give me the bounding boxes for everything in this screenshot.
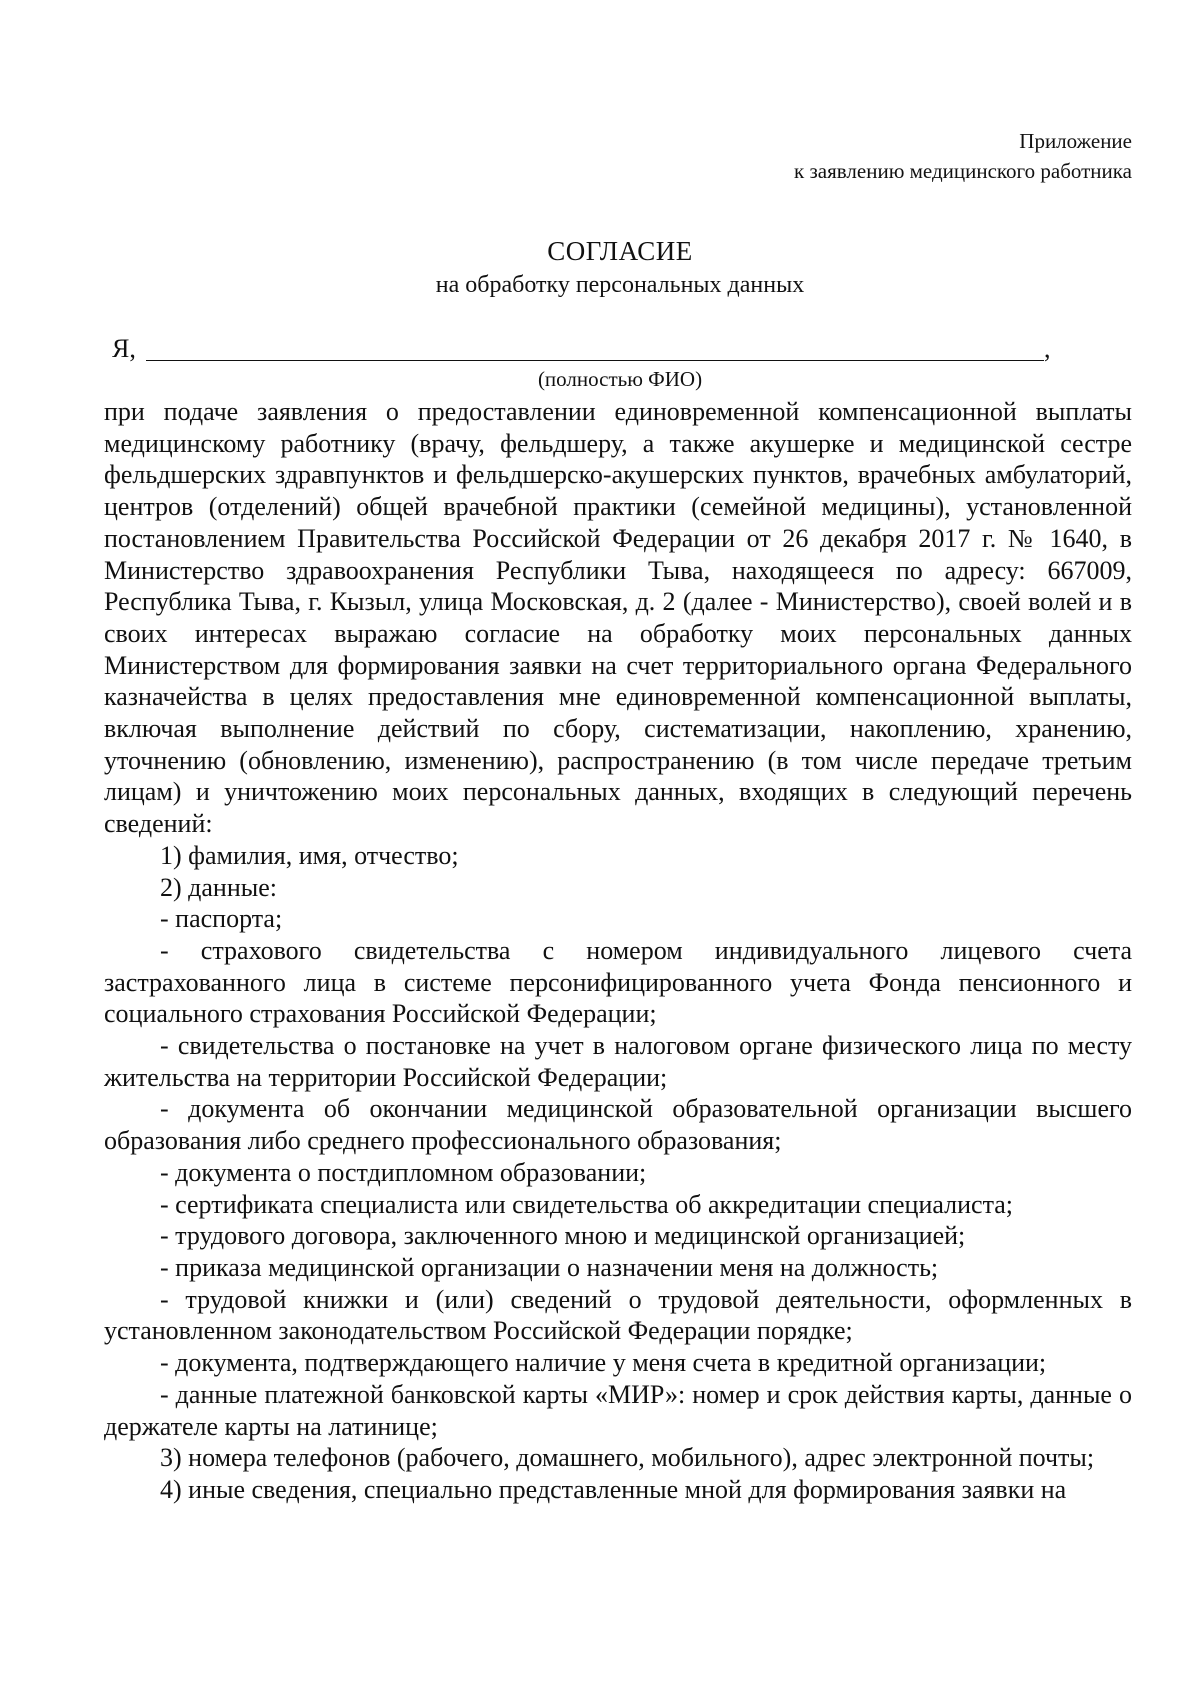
list-item: - приказа медицинской организации о назначении меня на должность; [160, 1252, 939, 1282]
document-title: СОГЛАСИЕ [547, 236, 693, 266]
full-name-hint: (полностью ФИО) [537, 367, 703, 391]
consent-body [104, 396, 1132, 1506]
list-item: - паспорта; [160, 904, 283, 934]
list-item: - документа об окончании медицинской образовательной организации высшего образования либо среднего профессионального образования; [104, 1094, 1132, 1156]
appendix-note [794, 126, 1132, 186]
list-item: 4) иные сведения, специально представленные мной для формирования заявки на [160, 1474, 1067, 1504]
name-suffix: , [1044, 334, 1051, 363]
document-subtitle: на обработку персональных данных [435, 272, 805, 298]
list-item: - данные платежной банковской карты «МИР»: номер и срок действия карты, данные о держателе карты на латинице; [104, 1379, 1132, 1441]
full-name-blank[interactable] [146, 360, 1044, 361]
list-item: 2) данные: [160, 872, 277, 902]
list-item: - документа о постдипломном образовании; [160, 1157, 647, 1187]
list-item: - свидетельства о постановке на учет в налоговом органе физического лица по месту жительства на территории Российской Федерации; [104, 1031, 1132, 1092]
list-item: 3) номера телефонов (рабочего, домашнего, мобильного), адрес электронной почты; [160, 1443, 1095, 1473]
appendix-line-1: Приложение [1019, 129, 1132, 153]
appendix-line-2: к заявлению медицинского работника [794, 159, 1132, 183]
list-item: - документа, подтверждающего наличие у меня счета в кредитной организации; [160, 1348, 1047, 1378]
list-item: - трудового договора, заключенного мною и медицинской организацией; [160, 1221, 966, 1251]
consent-paragraph: при подаче заявления о предоставлении единовременной компенсационной выплаты медицинскому работнику (врачу, фельдшеру, а также акушерке и медицинской сестре фельдшерских здравпунктов и фельдшерско-акушерских пунктов, врачебных амбулаторий, центров (отделений) общей врачебной практики (семейной медицины), установленной постановлением Правительства Российской Федерации от 26 декабря 2017 г. № 1640, в Министерство здравоохранения Республики Тыва, находящееся по адресу: 667009, Республика Тыва, г. Кызыл, улица Московская, д. 2 (далее - Министерство), своей волей и в своих интересах выражаю согласие на обработку моих персональных данных Министерством для формирования заявки на счет территориального органа Федерального казначейства в целях предоставления мне единовременной компенсационной выплаты, включая выполнение действий по сбору, систематизации, накоплению, хранению, уточнению (обновлению, изменению), распространению (в том числе передаче третьим лицам) и уничтожению моих персональных данных, входящих в следующий перечень сведений: [104, 397, 1132, 839]
list-item: - сертификата специалиста или свидетельства об аккредитации специалиста; [160, 1189, 1014, 1219]
list-item: 1) фамилия, имя, отчество; [160, 840, 459, 870]
list-item: - трудовой книжки и (или) сведений о трудовой деятельности, оформленных в установленном законодательством Российской Федерации порядке; [104, 1284, 1132, 1346]
name-prefix: Я, [112, 334, 136, 363]
list-item: - страхового свидетельства с номером индивидуального лицевого счета застрахованного лица в системе персонифицированного учета Фонда пенсионного и социального страхования Российской Федерации; [104, 935, 1132, 1029]
